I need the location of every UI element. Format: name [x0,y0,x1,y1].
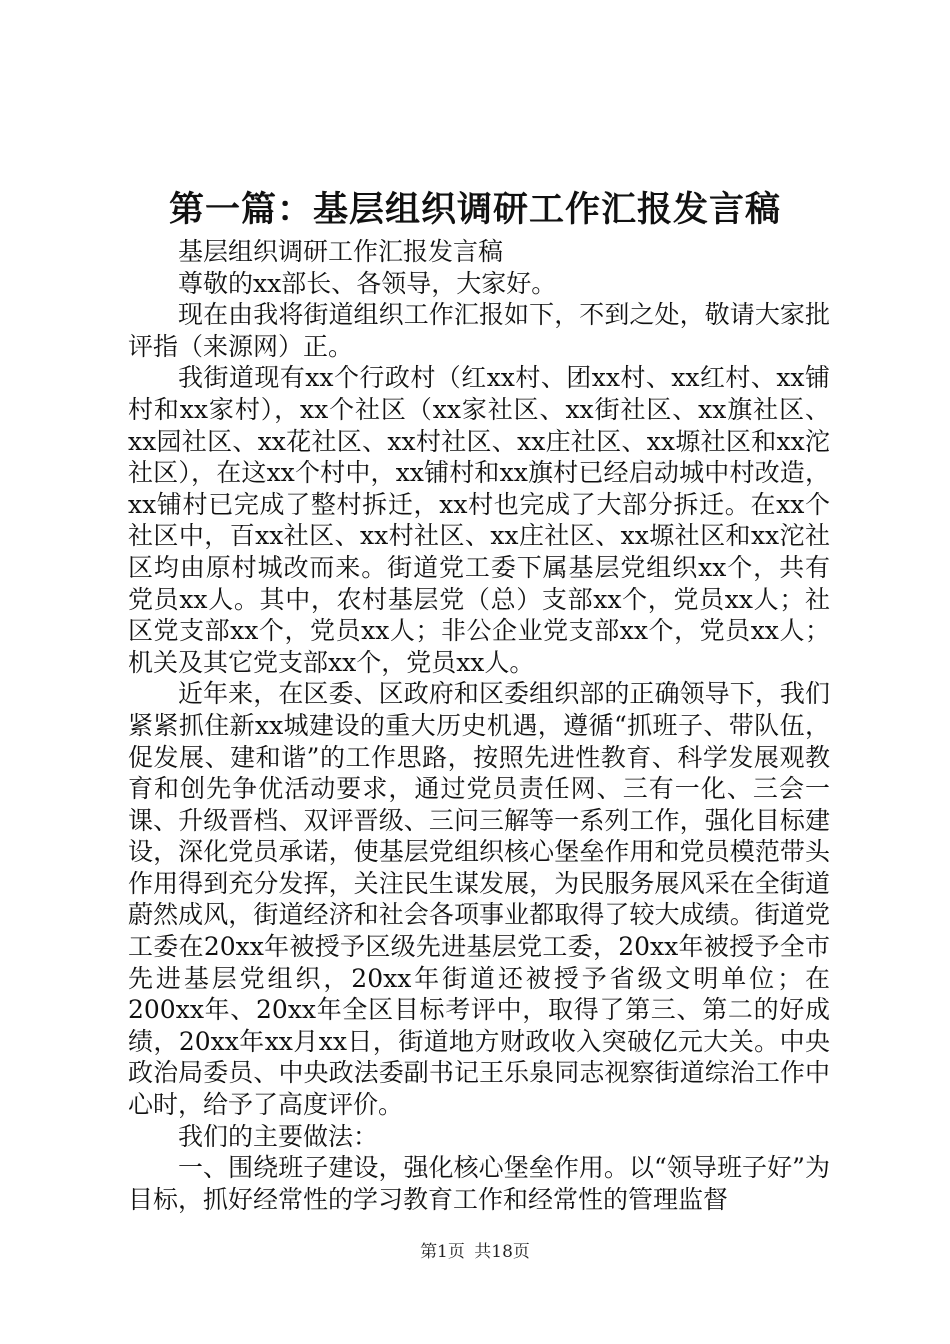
page-number: 第1页 [420,1242,465,1262]
document-body [128,236,830,1215]
methods-heading: 我们的主要做法： [178,1121,379,1151]
page-footer [0,1240,950,1264]
document-title: 第一篇：基层组织调研工作汇报发言稿 [168,189,781,230]
page-total: 共18页 [474,1242,530,1262]
overview-paragraph: 我街道现有xx个行政村（红xx村、团xx村、xx红村、xx铺村和xx家村），xx个社区（xx家社区、xx街社区、xx旗社区、xx园社区、xx花社区、xx村社区、xx庄社区、xx塬社区和xx沱社区），在这xx个村中，xx铺村和xx旗村已经启动城中村改造，xx铺村已完成了整村拆迁，xx村也完成了大部分拆迁。在xx个社区中，百xx社区、xx村社区、xx庄社区、xx塬社区和xx沱社区均由原村城改而来。街道党工委下属基层党组织xx个，共有党员xx人。其中，农村基层党（总）支部xx个，党员xx人；社区党支部xx个，党员xx人；非公企业党支部xx个，党员xx人；机关及其它党支部xx个，党员xx人。 [128,363,830,677]
achievements-paragraph: 近年来，在区委、区政府和区委组织部的正确领导下，我们紧紧抓住新xx城建设的重大历史机遇，遵循“抓班子、带队伍，促发展、建和谐”的工作思路，按照先进性教育、科学发展观教育和创先争优活动要求，通过党员责任网、三有一化、三会一课、升级晋档、双评晋级、三问三解等一系列工作，强化目标建设，深化党员承诺，使基层党组织核心堡垒作用和党员模范带头作用得到充分发挥，关注民生谋发展，为民服务展风采在全街道蔚然成风，街道经济和社会各项事业都取得了较大成绩。街道党工委在20xx年被授予区级先进基层党工委，20xx年被授予全市先进基层党组织，20xx年街道还被授予省级文明单位；在200xx年、20xx年全区目标考评中，取得了第三、第二的好成绩，20xx年xx月xx日，街道地方财政收入突破亿元大关。中央政治局委员、中央政法委副书记王乐泉同志视察街道综治工作中心时，给予了高度评价。 [128,679,830,1120]
intro-paragraph: 现在由我将街道组织工作汇报如下，不到之处，敬请大家批评指（来源网）正。 [128,300,830,361]
subtitle-paragraph: 基层组织调研工作汇报发言稿 [178,237,504,266]
method-one-paragraph: 一、围绕班子建设，强化核心堡垒作用。以“领导班子好”为目标，抓好经常性的学习教育工作和经常性的管理监督 [128,1153,830,1214]
greeting-paragraph: 尊敬的xx部长、各领导，大家好。 [178,268,557,298]
